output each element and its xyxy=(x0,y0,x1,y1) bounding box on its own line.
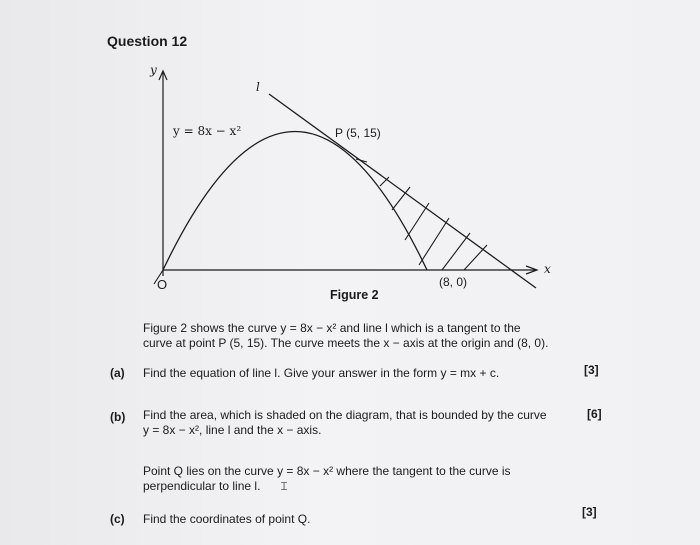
tangent-line-l xyxy=(269,94,536,288)
part-c-marks: [3] xyxy=(582,505,597,519)
x-axis-label: x xyxy=(544,262,551,276)
part-c-label: (c) xyxy=(110,512,125,526)
intro-line-2: curve at point P (5, 15). The curve meets the x − axis at the origin and (8, 0). xyxy=(143,336,549,350)
part-a-marks: [3] xyxy=(584,363,599,377)
figure-caption: Figure 2 xyxy=(330,288,379,302)
intro-line-1: Figure 2 shows the curve y = 8x − x² and line l which is a tangent to the xyxy=(143,321,521,335)
part-b-text xyxy=(143,408,583,438)
question-intro xyxy=(143,321,583,351)
curve-y-8x-minus-x2 xyxy=(163,132,427,271)
point-p-label: P (5, 15) xyxy=(335,126,381,140)
shaded-region-hatching xyxy=(356,159,487,270)
part-a-text: Find the equation of line l. Give your answer in the form y = mx + c. xyxy=(143,366,500,380)
part-c-text: Find the coordinates of point Q. xyxy=(143,512,311,526)
root-point-label: (8, 0) xyxy=(439,275,468,289)
point-q-line-1: Point Q lies on the curve y = 8x − x² where the tangent to the curve is xyxy=(143,464,511,478)
origin-label: O xyxy=(157,277,168,292)
curve-label: y = 8x − x² xyxy=(173,124,242,138)
part-b-line-2: y = 8x − x², line l and the x − axis. xyxy=(143,423,322,437)
part-b-label: (b) xyxy=(110,410,126,424)
part-b-marks: [6] xyxy=(587,407,602,421)
text-cursor-icon: Ɪ xyxy=(281,481,288,493)
line-l-label: l xyxy=(256,80,260,94)
question-title: Question 12 xyxy=(107,33,188,49)
point-q-stem xyxy=(143,464,583,494)
point-q-line-2: perpendicular to line l. xyxy=(143,479,261,493)
y-axis-label: y xyxy=(150,63,157,77)
part-a-label: (a) xyxy=(110,366,125,380)
part-b-line-1: Find the area, which is shaded on the diagram, that is bounded by the curve xyxy=(143,408,547,422)
